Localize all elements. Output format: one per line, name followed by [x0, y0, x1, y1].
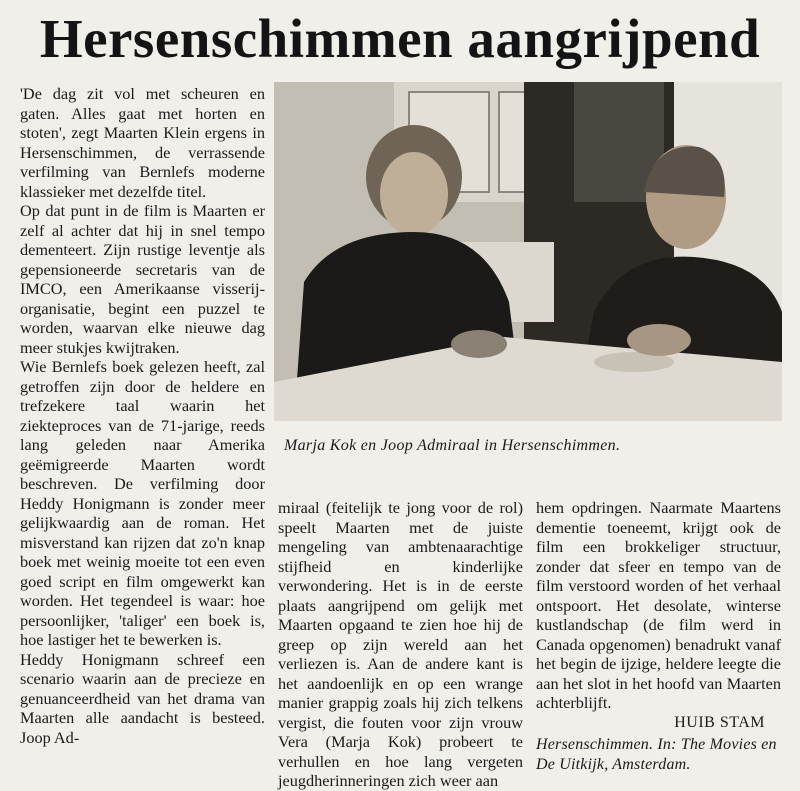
- film-still-photo: [274, 82, 782, 421]
- paragraph: Wie Bernlefs boek gelezen heeft, zal getroffen zijn door de heldere en trefzekere taal waarin het ziekteproces van de 71-jarige, reeds lang geleden naar Amerika geëmigreerde Maarten wordt beschreven. De verfilming door Heddy Honigmann is zonder meer gelijkwaardig aan de roman. Het misverstand kan rijzen dat zo'n knap boek met weinig moeite tot een even goed script en film omgewerkt kan worden. Het tegendeel is waar: hoe persoonlijker, 'taliger' een boek is, hoe lastiger het te bewerken is.: [20, 357, 265, 649]
- paragraph: hem opdringen. Naarmate Maartens dementie toeneemt, krijgt ook de film een brokkeliger structuur, zonder dat sfeer en tempo van de film verstoord worden of het verhaal ontspoort. Het desolate, winterse kustlandschap (de film werd in Canada opgenomen) benadrukt vanaf het begin de ijzige, heldere leegte die aan het slot in het hoofd van Maarten achterblijft.: [536, 498, 781, 712]
- source-note: Hersenschimmen. In: The Movies en De Uitkijk, Amsterdam.: [536, 736, 777, 773]
- article-column-3: [536, 498, 781, 732]
- paragraph: Op dat punt in de film is Maarten er zelf al achter dat hij in snel tempo dementeert. Zijn rustige leventje als gepensioneerde secretaris van de IMCO, een Amerikaanse visserij-organisatie, begint een puzzel te worden, waarvan elke nieuwe dag meer stukjes kwijtraken.: [20, 201, 265, 357]
- paragraph: Heddy Honigmann schreef een scenario waarin aan de precieze en genuanceerdheid van het drama van Maarten alle aandacht is besteed. Joop Ad-: [20, 649, 265, 747]
- photo-caption: Marja Kok en Joop Admiraal in Hersenschimmen.: [284, 437, 621, 454]
- article-column-1: [20, 84, 265, 747]
- article-column-2: [278, 498, 523, 791]
- author-byline: HUIB STAM: [674, 713, 765, 731]
- headline: Hersenschimmen aangrijpend: [39, 8, 761, 69]
- paragraph: 'De dag zit vol met scheuren en gaten. Alles gaat met horten en stoten', zegt Maarten Klein ergens in Hersenschimmen, de verrassende verfilming van Bernlefs moderne klassieker met dezelfde titel.: [20, 84, 265, 201]
- paragraph: miraal (feitelijk te jong voor de rol) speelt Maarten met de juiste mengeling van ambtenaarachtige stijfheid en kinderlijke verwondering. Het is in de eerste plaats aangrijpend om gelijk met Maarten opgaand te zien hoe hij de greep op zijn wereld aan het verliezen is. Aan de andere kant is het aandoenlijk en op een wrange manier grappig zoals hij zich telkens vergist, die fouten voor zijn vrouw Vera (Marja Kok) probeert te verhullen en hoe lang vergeten jeugdherinneringen zich weer aan: [278, 498, 523, 790]
